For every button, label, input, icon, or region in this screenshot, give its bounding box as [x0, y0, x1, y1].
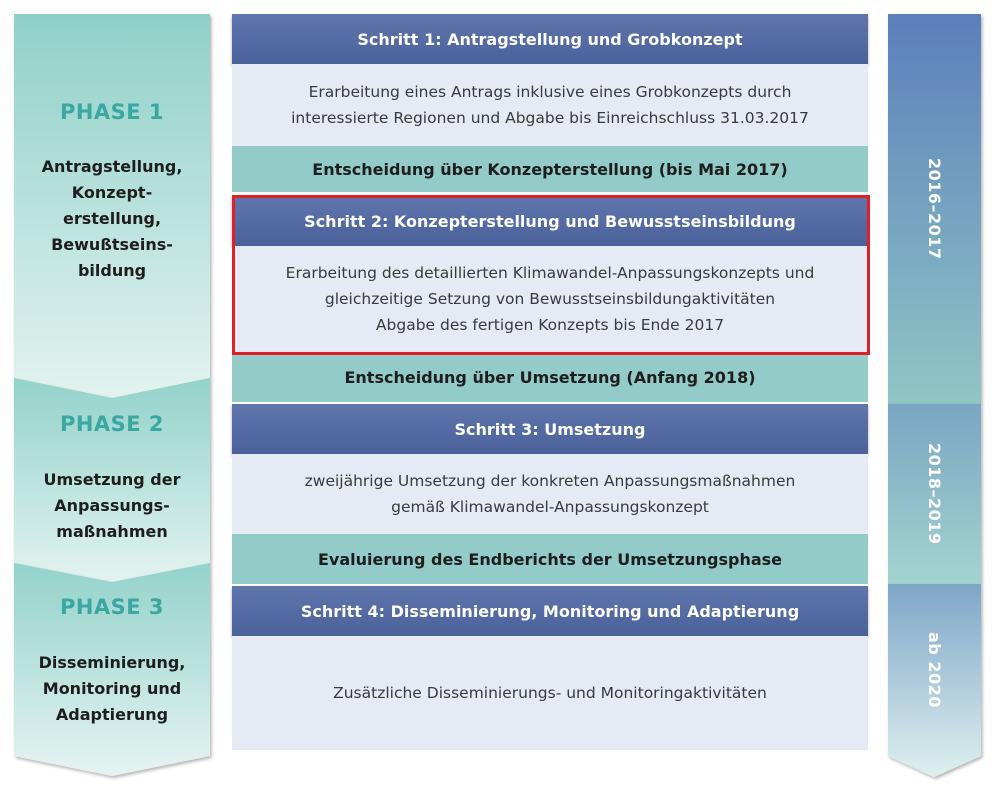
step-4-header: Schritt 4: Disseminierung, Monitoring und Adaptierung [232, 586, 868, 636]
phase-3-title: PHASE 3 [59, 595, 165, 619]
timeline-label-3 [888, 584, 981, 756]
phase-1-description: Antragstellung, Konzept- erstellung, Bewußtseins- bildung [41, 157, 183, 280]
decision-3: Evaluierung des Endberichts der Umsetzungsphase [232, 534, 868, 584]
timeline-text-1: 2016–2017 [925, 158, 944, 260]
phase-2-description: Umsetzung der Anpassungs- maßnahmen [43, 470, 181, 541]
decision-2: Entscheidung über Umsetzung (Anfang 2018) [232, 352, 868, 402]
timeline-label-2 [888, 404, 981, 584]
phase-1-title: PHASE 1 [59, 100, 165, 124]
timeline-text-3: ab 2020 [925, 632, 944, 708]
step-1-body: Erarbeitung eines Antrags inklusive eines Grobkonzepts durch interessierte Regionen und Abgabe bis Einreichschluss 31.03.2017 [232, 64, 868, 146]
phase-2-title: PHASE 2 [59, 412, 165, 436]
step-2-highlight-frame [232, 195, 870, 355]
timeline-text-2: 2018–2019 [925, 443, 944, 545]
step-2-header: Schritt 2: Konzepterstellung und Bewusstseinsbildung [232, 196, 868, 246]
timeline-label-1 [888, 14, 981, 404]
step-3-header: Schritt 3: Umsetzung [232, 404, 868, 454]
step-4-body: Zusätzliche Disseminierungs- und Monitoringaktivitäten [232, 636, 868, 750]
step-3-body: zweijährige Umsetzung der konkreten Anpassungsmaßnahmen gemäß Klimawandel-Anpassungskonzept [232, 454, 868, 534]
phase-3-description: Disseminierung, Monitoring und Adaptierung [38, 653, 186, 724]
step-2-body: Erarbeitung des detaillierten Klimawandel-Anpassungskonzepts und gleichzeitige Setzung von Bewusstseinsbildungaktivitäten Abgabe des fertigen Konzepts bis Ende 2017 [232, 246, 868, 352]
decision-1: Entscheidung über Konzepterstellung (bis Mai 2017) [232, 146, 868, 192]
step-1-header: Schritt 1: Antragstellung und Grobkonzept [232, 14, 868, 64]
